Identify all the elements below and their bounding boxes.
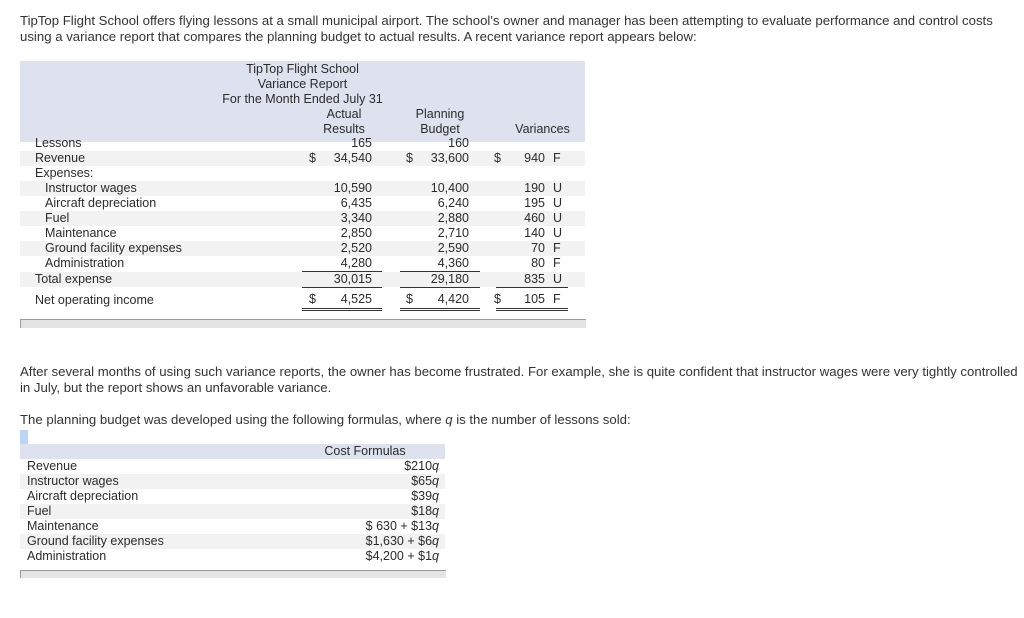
total-underline [400,287,480,288]
formula-value [411,504,439,519]
budget-value: 6,240 [437,196,469,210]
row-label: Lessons [35,136,82,150]
dollar-sign: $ [406,151,413,165]
actual-value: 3,340 [340,211,372,225]
dollar-sign: $ [406,292,413,306]
variance-value: 105 [524,292,545,306]
variance-flag: F [553,292,561,306]
cost-formulas-header: Cost Formulas [324,444,406,458]
budget-value: 160 [448,136,469,150]
formula-row-label: Instructor wages [27,474,119,488]
actual-value: 2,520 [340,241,372,255]
variance-report-table [20,61,585,327]
col-variances: Variances [515,122,570,136]
double-underline [400,310,480,311]
frustration-paragraph: After several months of using such variance reports, the owner has become frustrated. For example, she is quite confident that instructor wages were very tightly controlled in July, but the report shows an unfavorable variance. [20,364,1018,395]
actual-value: 30,015 [333,272,372,286]
variance-value: 190 [524,181,545,195]
row-label: Fuel [45,211,70,225]
report-title-school: TipTop Flight School [246,62,359,76]
actual-value: 4,525 [340,292,372,306]
col-actual-line1: Actual [326,107,362,121]
formula-row-label: Maintenance [27,519,99,533]
formula-value [404,459,439,474]
variance-flag: F [553,241,561,255]
intro-paragraph: TipTop Flight School offers flying lessons at a small municipal airport. The school's owner and manager has been attempting to evaluate performance and control costs using a variance report that compares the planning budget to actual results. A recent variance report appears below: [20,13,993,44]
row-stripe [20,211,585,226]
total-underline [302,287,382,288]
formula-text: $4,200 + $1 [365,549,433,563]
formula-row-label: Aircraft depreciation [27,489,139,503]
col-actual-line2: Results [323,122,365,136]
budget-value: 29,180 [430,272,469,286]
dollar-sign: $ [494,151,501,165]
budget-value: 2,880 [437,211,469,225]
variance-value: 835 [524,272,545,286]
variance-value: 195 [524,196,545,210]
total-underline [496,287,568,288]
budget-value: 4,420 [437,292,469,306]
formula-value [411,474,439,489]
row-label: Instructor wages [45,181,137,195]
formula-value [366,549,439,564]
variance-flag: F [553,151,561,165]
formula-text: $65 [411,474,433,488]
dollar-sign: $ [309,292,316,306]
double-underline [302,308,382,309]
report-title-name: Variance Report [257,77,348,91]
formula-intro-paragraph [20,412,1020,428]
table-scrollbar[interactable] [20,570,446,578]
formula-intro-text: The planning budget was developed using the following formulas, where [20,412,446,427]
col-budget-line2: Budget [420,122,460,136]
formula-row-label: Fuel [27,504,52,518]
cell-selection-marker [20,430,28,444]
formula-row-label: Revenue [27,459,78,473]
actual-value: 2,850 [340,226,372,240]
table-scrollbar[interactable] [20,319,586,328]
budget-value: 2,590 [437,241,469,255]
formula-intro-variable: q [445,412,453,427]
variance-value: 70 [531,241,545,255]
formula-text: $210 [404,459,433,473]
budget-value: 33,600 [430,151,469,165]
actual-value: 4,280 [340,256,372,270]
report-title-period: For the Month Ended July 31 [222,92,383,106]
actual-value: 165 [351,136,372,150]
formula-text: $1,630 + $6 [365,534,433,548]
formula-text: $ 630 + $13 [365,519,433,533]
variance-flag: U [553,226,563,240]
formula-variable: q [432,489,439,503]
variance-value: 80 [531,256,545,270]
double-underline [400,308,480,309]
formula-row-label: Ground facility expenses [27,534,164,548]
variance-flag: U [553,181,563,195]
double-underline [302,310,382,311]
actual-value: 34,540 [333,151,372,165]
formula-variable: q [432,504,439,518]
row-label: Maintenance [45,226,117,240]
variance-flag: U [553,211,563,225]
budget-value: 10,400 [430,181,469,195]
variance-flag: U [553,272,563,286]
double-underline [496,308,568,309]
formula-variable: q [432,474,439,488]
actual-value: 10,590 [333,181,372,195]
variance-value: 940 [524,151,545,165]
variance-value: 460 [524,211,545,225]
double-underline [496,310,568,311]
formula-value [366,519,439,534]
row-label: Expenses: [35,166,94,180]
variance-flag: F [553,256,561,270]
formula-variable: q [432,549,439,563]
row-stripe [20,504,445,519]
formula-text: $18 [411,504,433,518]
row-label: Total expense [35,272,113,286]
actual-value: 6,435 [340,196,372,210]
formula-text: $39 [411,489,433,503]
formula-intro-text-end: is the number of lessons sold: [452,412,631,427]
formula-variable: q [432,534,439,548]
row-label: Aircraft depreciation [45,196,157,210]
row-label: Ground facility expenses [45,241,182,255]
formula-variable: q [432,519,439,533]
dollar-sign: $ [494,292,501,306]
col-budget-line1: Planning [415,107,465,121]
cost-formulas-table [20,430,445,578]
variance-flag: U [553,196,563,210]
variance-value: 140 [524,226,545,240]
formula-variable: q [432,459,439,473]
formula-row-label: Administration [27,549,107,563]
formula-value [366,534,439,549]
row-label: Net operating income [35,293,154,307]
budget-value: 4,360 [437,256,469,270]
budget-value: 2,710 [437,226,469,240]
formula-value [411,489,439,504]
row-label: Administration [45,256,125,270]
dollar-sign: $ [309,151,316,165]
row-label: Revenue [35,151,86,165]
